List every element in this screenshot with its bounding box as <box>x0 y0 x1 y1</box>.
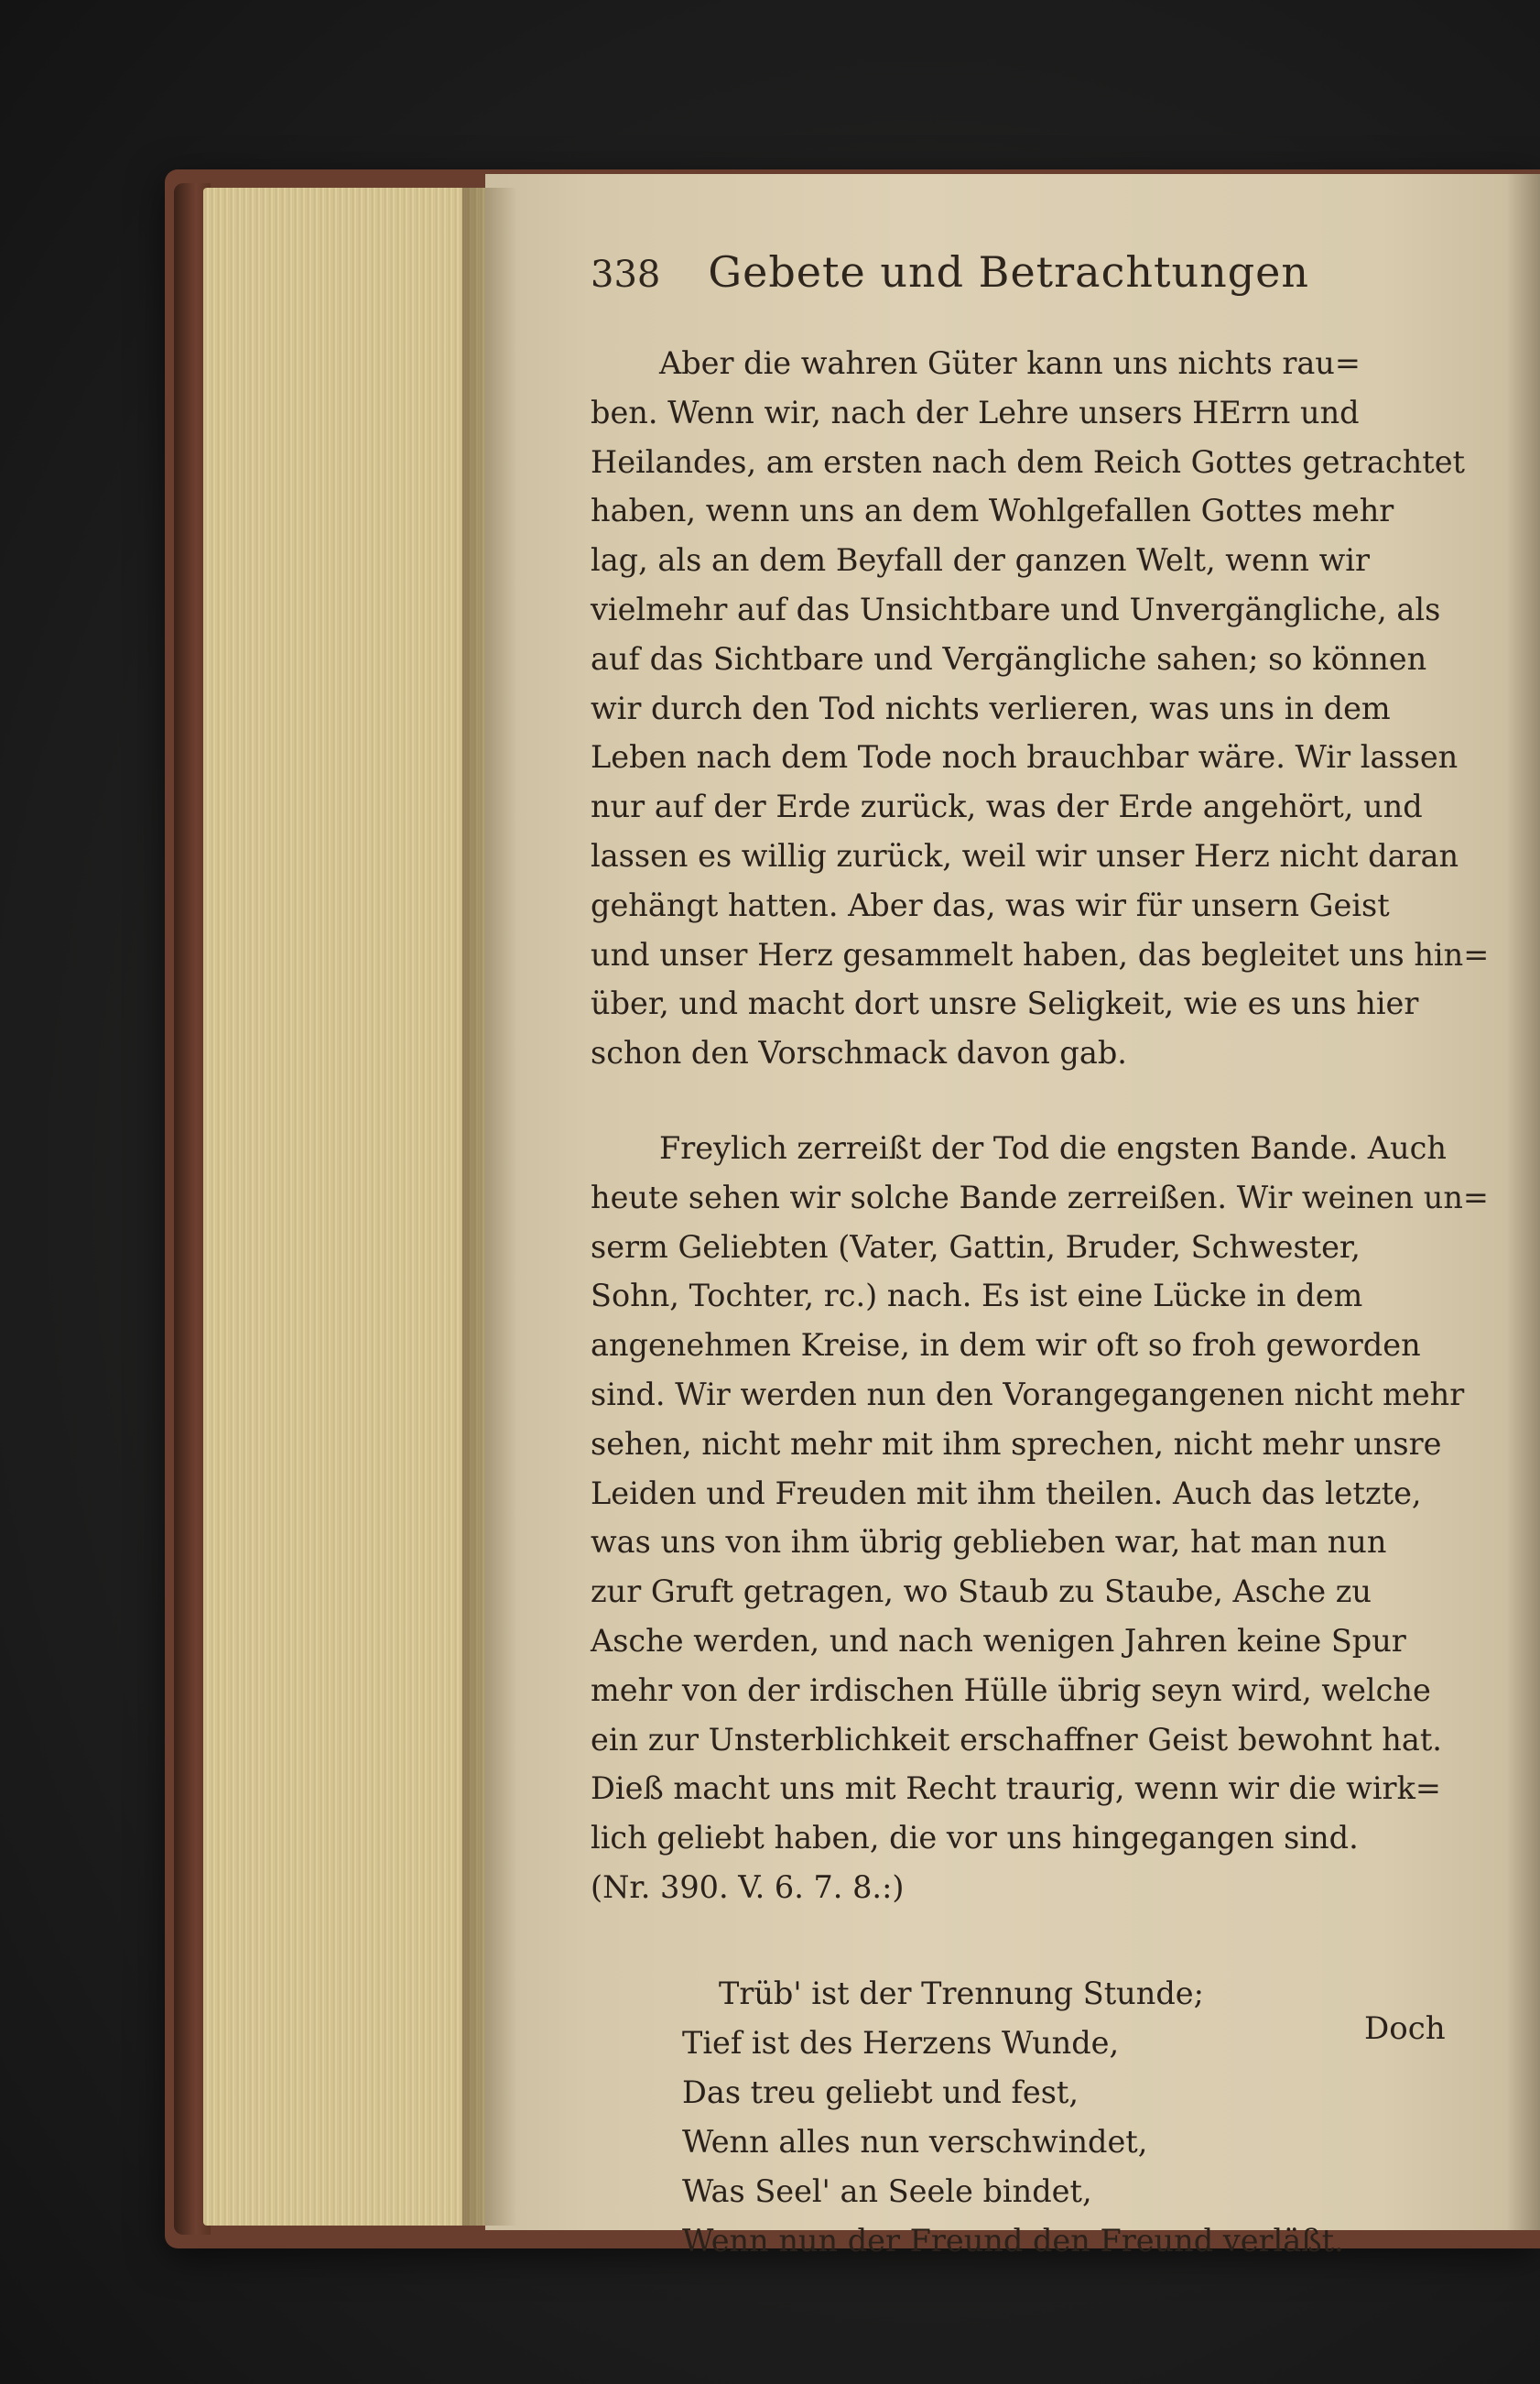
text-line: serm Geliebten (Vater, Gattin, Bruder, Schwester, <box>591 1228 1361 1265</box>
text-line: lich geliebt haben, die vor uns hingegangen sind. <box>591 1820 1359 1856</box>
text-line: schon den Vorschmack davon gab. <box>591 1035 1127 1072</box>
text-line: Leben nach dem Tode noch brauchbar wäre. Wir lassen <box>591 739 1459 776</box>
text-line: und unser Herz gesammelt haben, das begleitet uns hin= <box>591 936 1490 973</box>
text-line: ein zur Unsterblichkeit erschaffner Geist bewohnt hat. <box>591 1721 1442 1758</box>
paragraph-1 <box>591 339 1490 1078</box>
text-line: haben, wenn uns an dem Wohlgefallen Gottes mehr <box>591 493 1394 529</box>
page-number: 338 <box>591 254 661 296</box>
text-line: Aber die wahren Güter kann uns nichts rau= <box>659 345 1361 381</box>
verse-line: Wenn alles nun verschwindet, <box>682 2123 1148 2160</box>
hymn-verse <box>591 1969 1465 2266</box>
text-line: Heilandes, am ersten nach dem Reich Gottes getrachtet <box>591 443 1465 480</box>
text-line: Leiden und Freuden mit ihm theilen. Auch das letzte, <box>591 1475 1422 1511</box>
verse-line: Trüb' ist der Trennung Stunde; <box>719 1975 1204 2011</box>
text-line: (Nr. 390. V. 6. 7. 8.:) <box>591 1868 905 1905</box>
page-edge-shadow <box>1506 174 1540 2230</box>
text-line: sind. Wir werden nun den Vorangegangenen nicht mehr <box>591 1376 1465 1412</box>
text-line: Freylich zerreißt der Tod die engsten Bande. Auch <box>659 1129 1447 1166</box>
text-line: Sohn, Tochter, rc.) nach. Es ist eine Lücke in dem <box>591 1278 1363 1314</box>
text-line: nur auf der Erde zurück, was der Erde angehört, und <box>591 789 1423 825</box>
text-line: Asche werden, und nach wenigen Jahren keine Spur <box>591 1622 1406 1659</box>
verse-line: Wenn nun der Freund den Freund verläßt. <box>682 2222 1344 2259</box>
text-line: zur Gruft getragen, wo Staub zu Staube, Asche zu <box>591 1573 1372 1610</box>
page-content <box>591 247 1490 2266</box>
text-line: vielmehr auf das Unsichtbare und Unvergängliche, als <box>591 591 1441 627</box>
verse-line: Tief ist des Herzens Wunde, <box>682 2024 1120 2061</box>
text-line: lassen es willig zurück, weil wir unser Herz nicht daran <box>591 837 1459 874</box>
verse-line: Was Seel' an Seele bindet, <box>682 2172 1092 2209</box>
gutter-shadow <box>462 188 517 2226</box>
verse-line: Das treu geliebt und fest, <box>682 2074 1079 2110</box>
text-line: ben. Wenn wir, nach der Lehre unsers HErrn und <box>591 394 1360 430</box>
text-line: gehängt hatten. Aber das, was wir für unsern Geist <box>591 887 1390 923</box>
text-line: was uns von ihm übrig geblieben war, hat man nun <box>591 1524 1387 1561</box>
paragraph-2 <box>591 1124 1489 1912</box>
catchword: Doch <box>1364 2010 1446 2047</box>
text-line: über, und macht dort unsre Seligkeit, wie es uns hier <box>591 985 1419 1022</box>
page-edges <box>203 188 487 2226</box>
text-line: auf das Sichtbare und Vergängliche sahen; so können <box>591 640 1427 677</box>
text-line: angenehmen Kreise, in dem wir oft so froh geworden <box>591 1327 1421 1364</box>
text-line: mehr von der irdischen Hülle übrig seyn wird, welche <box>591 1671 1431 1708</box>
text-line: wir durch den Tod nichts verlieren, was uns in dem <box>591 690 1391 726</box>
text-line: heute sehen wir solche Bande zerreißen. Wir weinen un= <box>591 1179 1489 1215</box>
text-line: lag, als an dem Beyfall der ganzen Welt, wenn wir <box>591 542 1370 579</box>
page-header <box>591 247 1465 311</box>
running-head: Gebete und Betrachtungen <box>708 247 1309 297</box>
text-line: Dieß macht uns mit Recht traurig, wenn wir die wirk= <box>591 1770 1441 1807</box>
text-line: sehen, nicht mehr mit ihm sprechen, nicht mehr unsre <box>591 1425 1442 1462</box>
